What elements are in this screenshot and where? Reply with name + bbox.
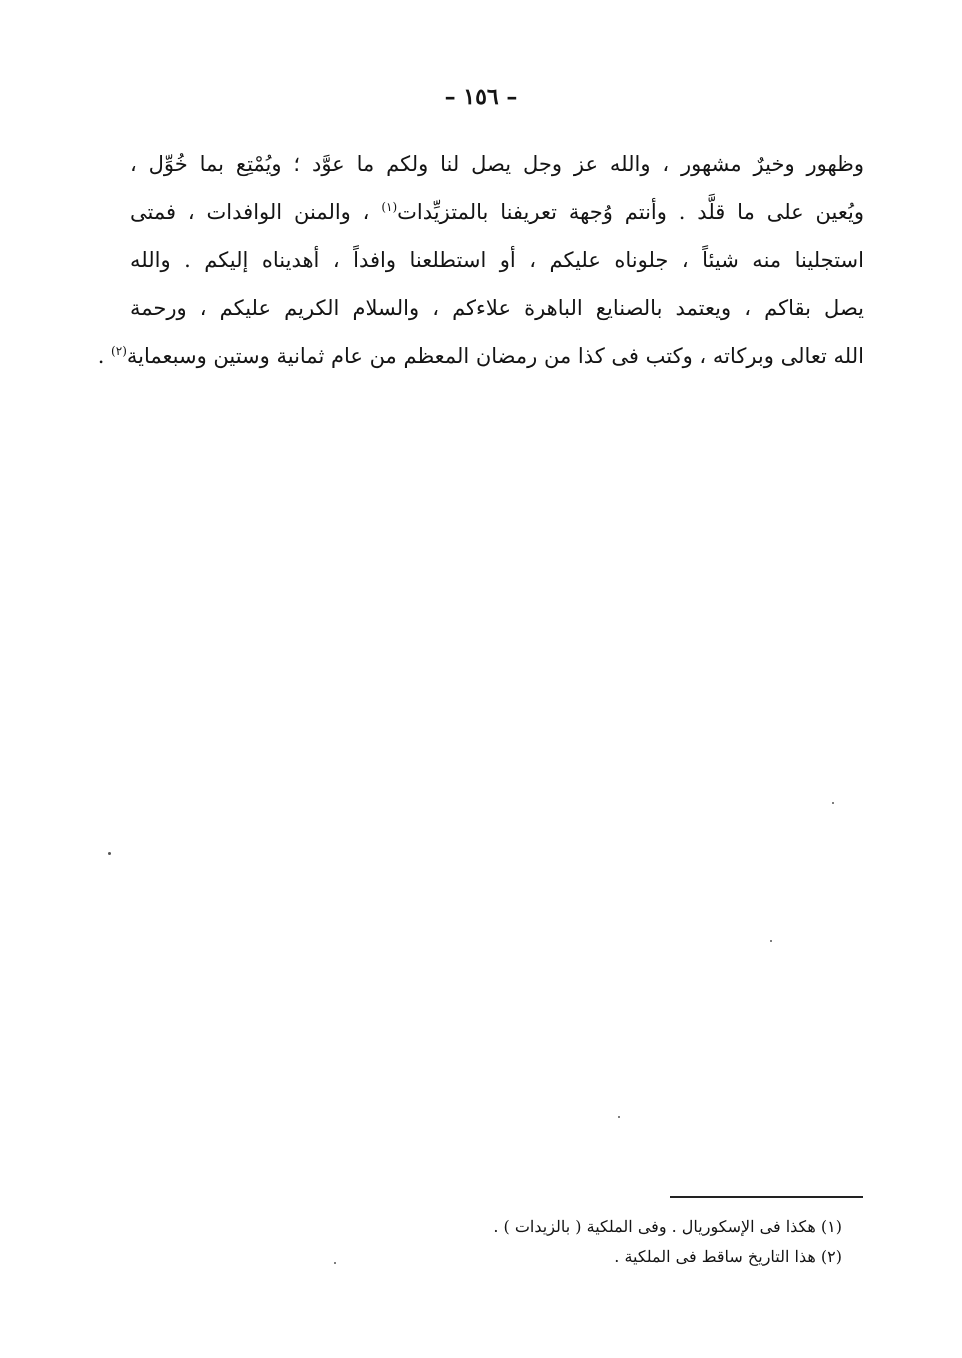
body-line-1: وظهور وخيرٌ مشهور ، والله عز وجل يصل لنا ولكم ما عوَّد ؛ ويُمْتِع بما خُوِّل ، — [130, 152, 864, 176]
footnote-1: (١) هكذا فى الإسكوريال . وفى الملكية ( بالزيدات ) . — [493, 1217, 842, 1236]
footnote-mark-2: (٢) — [111, 344, 127, 358]
body-line-5-text: الله تعالى وبركاته ، وكتب فى كذا من رمضان المعظم من عام ثمانية وستين وسبعماية — [126, 344, 864, 368]
scan-speck — [108, 852, 111, 855]
body-line-5 — [97, 332, 864, 380]
page-number: – ١٥٦ – — [444, 84, 518, 110]
footnote-2: (٢) هذا التاريخ ساقط فى الملكية . — [614, 1247, 842, 1266]
scan-speck — [770, 940, 772, 942]
body-line-2 — [130, 188, 864, 236]
body-line-2-end: ، والمنن الوافدات ، فمتى — [130, 200, 382, 224]
body-line-3: استجلينا منه شيئاً ، جلوناه عليكم ، أو استطلعنا وافداً ، أهديناه إليكم . والله — [130, 248, 864, 272]
body-line-5-end: . — [97, 344, 112, 368]
body-line-4: يصل بقاكم ، ويعتمد بالصنايع الباهرة علاءكم ، والسلام الكريم عليكم ، ورحمة — [130, 296, 864, 320]
scan-speck — [618, 1116, 620, 1118]
footnote-separator — [670, 1196, 863, 1198]
footnotes — [242, 1212, 842, 1272]
body-line-2-start: ويُعين على ما قلَّد . وأنتم وُجهة تعريفنا بالمتزيِّدات — [397, 200, 864, 224]
scan-speck — [334, 1262, 336, 1264]
scan-speck — [832, 802, 834, 804]
footnote-mark-1: (١) — [381, 200, 398, 214]
body-text — [97, 140, 864, 380]
